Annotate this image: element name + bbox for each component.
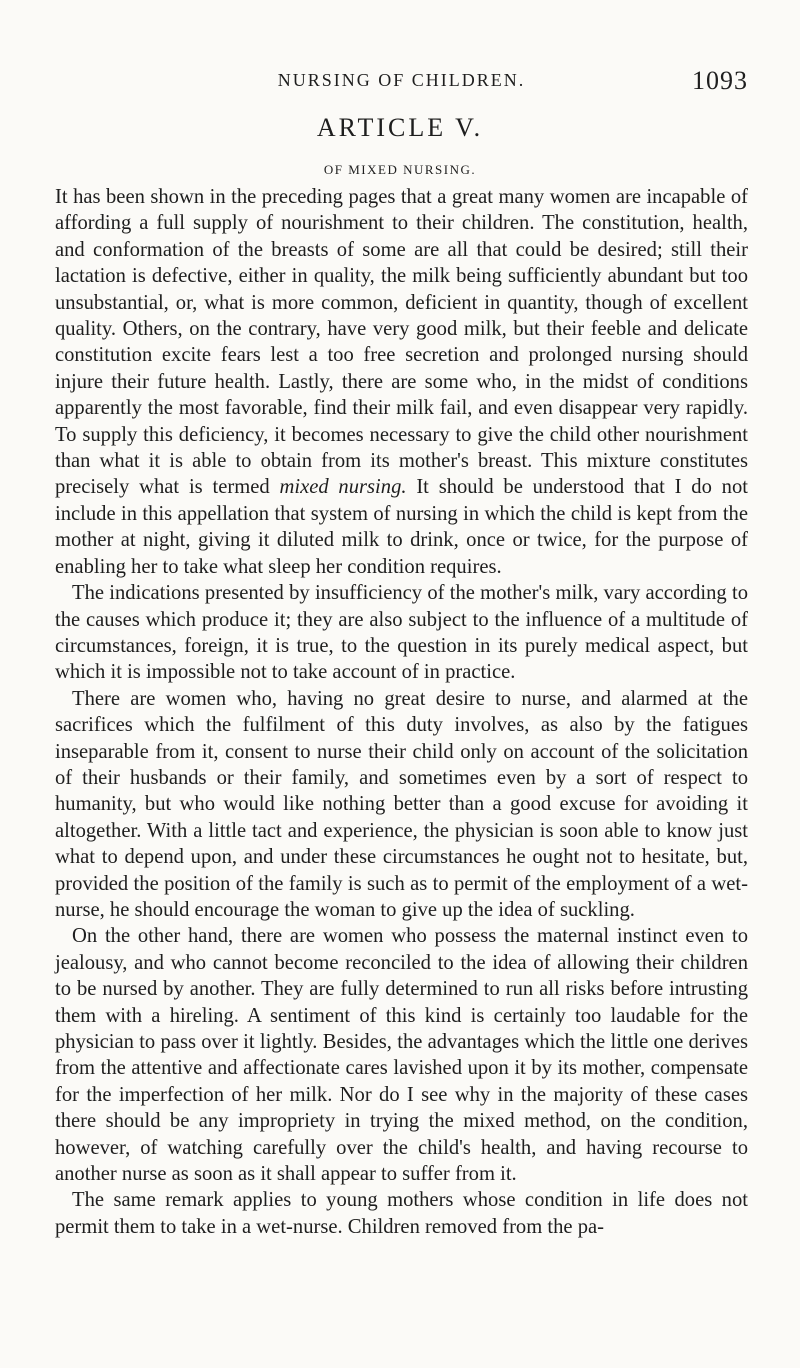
- running-head: [55, 66, 748, 95]
- page-number: 1093: [692, 66, 748, 95]
- paragraph: There are women who, having no great desire to nurse, and alarmed at the sacrifices which the fulfilment of this duty involves, as also by the fatigues inseparable from it, consent to nurse their child only on account of the solicitation of their husbands or their family, and sometimes even by a sort of respect to humanity, but who would like nothing better than a good excuse for avoiding it altogether. With a little tact and experience, the physician is soon able to know just what to depend upon, and under these circumstances he ought not to hesitate, but, provided the position of the family is such as to permit of the employment of a wet-nurse, he should encourage the woman to give up the idea of suckling.: [55, 687, 748, 921]
- paragraph-text: It has been shown in the preceding pages that a great many women are incapable of affording a full supply of nourishment to their children. The constitution, health, and conformation of the breasts of some are all that could be desired; still their lactation is defective, either in quality, the milk being sufficiently abundant but too unsubstantial, or, what is more common, deficient in quantity, though of excellent quality. Others, on the contrary, have very good milk, but their feeble and delicate constitution excite fears lest a too free secretion and prolonged nursing should injure their future health. Lastly, there are some who, in the midst of conditions apparently the most favorable, find their milk fail, and even disappear very rapidly. To supply this deficiency, it becomes necessary to give the child other nourishment than what it is able to obtain from its mother's breast. This mixture constitutes precisely what is termed: [55, 186, 748, 499]
- paragraph-text: It should be understood that I do not include in this appellation that system of nursing in which the child is kept from the mother at night, giving it diluted milk to drink, once or twice, for the purpose of enabling her to take what sleep her condition requires.: [55, 476, 748, 578]
- paragraph: [55, 184, 748, 580]
- paragraph: On the other hand, there are women who possess the maternal instinct even to jealousy, and who cannot become reconciled to the idea of allowing their children to be nursed by another. They are fully determined to run all risks before intrusting them with a hireling. A sentiment of this kind is certainly too laudable for the physician to pass over it lightly. Besides, the advantages which the little one derives from the attentive and affectionate cares lavished upon it by its mother, compensate for the imperfection of her milk. Nor do I see why in the majority of these cases there should be any impropriety in trying the mixed method, on the condition, however, of watching carefully over the child's health, and having recourse to another nurse as soon as it shall appear to suffer from it.: [55, 925, 748, 1186]
- paragraph: The same remark applies to young mothers whose condition in life does not permit them to take in a wet-nurse. Children removed from the pa-: [55, 1189, 748, 1238]
- article-subtitle: OF MIXED NURSING.: [323, 162, 477, 177]
- article-body: [55, 184, 748, 1240]
- article-title: ARTICLE V.: [316, 113, 484, 142]
- paragraph: The indications presented by insufficiency of the mother's milk, vary according to the causes which produce it; they are also subject to the influence of a multitude of circumstances, foreign, it is true, to the question in its purely medical aspect, but which it is impossible not to take account of in practice.: [55, 582, 748, 684]
- emphasized-term: mixed nursing.: [279, 476, 407, 499]
- running-title: NURSING OF CHILDREN.: [277, 70, 526, 90]
